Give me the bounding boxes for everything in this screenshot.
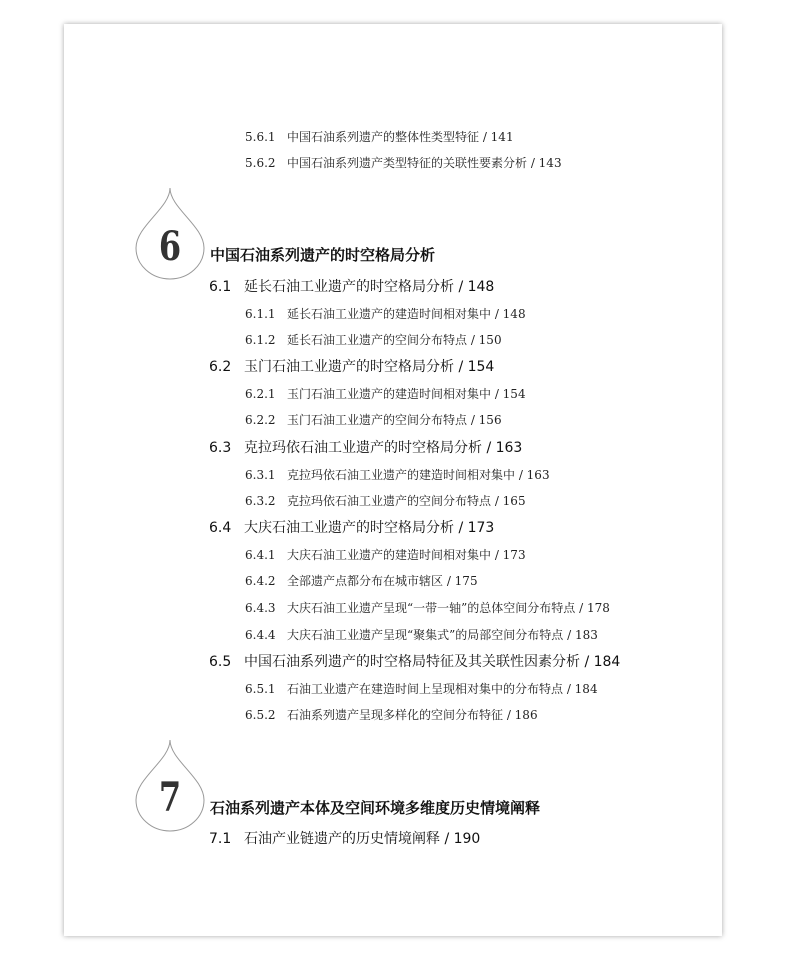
toc-number: 6.2 [209, 359, 232, 375]
toc-number: 5.6.1 [245, 130, 276, 144]
toc-number: 6.4.3 [245, 601, 276, 615]
toc-subsection-6-3-2[interactable] [245, 493, 526, 509]
toc-subsection-5-6-1[interactable] [245, 129, 514, 145]
chapter-7-title[interactable]: 石油系列遗产本体及空间环境多维度历史情境阐释 [210, 799, 541, 817]
toc-number: 6.4.4 [245, 628, 276, 642]
toc-text: 延长石油工业遗产的建造时间相对集中 / 148 [287, 307, 526, 321]
toc-section-6-3[interactable] [209, 439, 522, 457]
toc-number: 6.2.2 [245, 413, 276, 427]
toc-subsection-6-4-3[interactable] [245, 600, 610, 616]
toc-subsection-6-4-1[interactable] [245, 547, 526, 563]
toc-section-6-5[interactable] [209, 653, 620, 671]
toc-subsection-6-5-2[interactable] [245, 707, 538, 723]
toc-text: 石油工业遗产在建造时间上呈现相对集中的分布特点 / 184 [287, 682, 598, 696]
toc-subsection-6-4-4[interactable] [245, 627, 598, 643]
toc-text: 大庆石油工业遗产呈现“一带一轴”的总体空间分布特点 / 178 [287, 601, 610, 615]
toc-subsection-6-2-2[interactable] [245, 412, 502, 428]
toc-section-6-1[interactable] [209, 278, 494, 296]
toc-text: 大庆石油工业遗产的时空格局分析 / 173 [244, 520, 495, 536]
toc-section-6-2[interactable] [209, 358, 494, 376]
toc-text: 中国石油系列遗产的整体性类型特征 / 141 [287, 130, 514, 144]
toc-text: 克拉玛依石油工业遗产的空间分布特点 / 165 [287, 494, 526, 508]
toc-number: 6.5.1 [245, 682, 276, 696]
toc-subsection-6-4-2[interactable] [245, 573, 478, 589]
toc-text: 石油产业链遗产的历史情境阐释 / 190 [244, 831, 481, 847]
toc-section-6-4[interactable] [209, 519, 494, 537]
toc-text: 大庆石油工业遗产呈现“聚集式”的局部空间分布特点 / 183 [287, 628, 598, 642]
toc-text: 石油系列遗产呈现多样化的空间分布特征 / 186 [287, 708, 538, 722]
toc-subsection-6-1-2[interactable] [245, 332, 502, 348]
toc-text: 中国石油系列遗产的时空格局特征及其关联性因素分析 / 184 [244, 654, 621, 670]
toc-number: 6.5.2 [245, 708, 276, 722]
chapter-number: 7 [158, 774, 182, 821]
toc-number: 6.1.1 [245, 307, 276, 321]
toc-number: 5.6.2 [245, 156, 276, 170]
toc-subsection-6-2-1[interactable] [245, 386, 526, 402]
toc-number: 6.3 [209, 440, 232, 456]
toc-section-7-1[interactable] [209, 830, 480, 848]
toc-number: 6.1 [209, 279, 232, 295]
toc-text: 全部遗产点都分布在城市辖区 / 175 [287, 574, 478, 588]
toc-text: 玉门石油工业遗产的建造时间相对集中 / 154 [287, 387, 526, 401]
chapter-6-title[interactable]: 中国石油系列遗产的时空格局分析 [210, 246, 436, 264]
toc-text: 延长石油工业遗产的空间分布特点 / 150 [287, 333, 502, 347]
toc-text: 克拉玛依石油工业遗产的建造时间相对集中 / 163 [287, 468, 550, 482]
toc-text: 大庆石油工业遗产的建造时间相对集中 / 173 [287, 548, 526, 562]
toc-subsection-6-1-1[interactable] [245, 306, 526, 322]
toc-subsection-5-6-2[interactable] [245, 155, 562, 171]
toc-subsection-6-3-1[interactable] [245, 467, 550, 483]
toc-number: 6.2.1 [245, 387, 276, 401]
toc-number: 6.5 [209, 654, 232, 670]
toc-number: 6.4.2 [245, 574, 276, 588]
toc-text: 中国石油系列遗产类型特征的关联性要素分析 / 143 [287, 156, 562, 170]
chapter-number: 6 [158, 223, 182, 270]
toc-subsection-6-5-1[interactable] [245, 681, 598, 697]
toc-text: 玉门石油工业遗产的空间分布特点 / 156 [287, 413, 502, 427]
toc-text: 玉门石油工业遗产的时空格局分析 / 154 [244, 359, 495, 375]
toc-number: 6.3.2 [245, 494, 276, 508]
toc-number: 6.4 [209, 520, 232, 536]
toc-number: 6.3.1 [245, 468, 276, 482]
toc-number: 7.1 [209, 831, 232, 847]
toc-text: 克拉玛依石油工业遗产的时空格局分析 / 163 [244, 440, 523, 456]
toc-number: 6.4.1 [245, 548, 276, 562]
toc-text: 延长石油工业遗产的时空格局分析 / 148 [244, 279, 495, 295]
toc-number: 6.1.2 [245, 333, 276, 347]
